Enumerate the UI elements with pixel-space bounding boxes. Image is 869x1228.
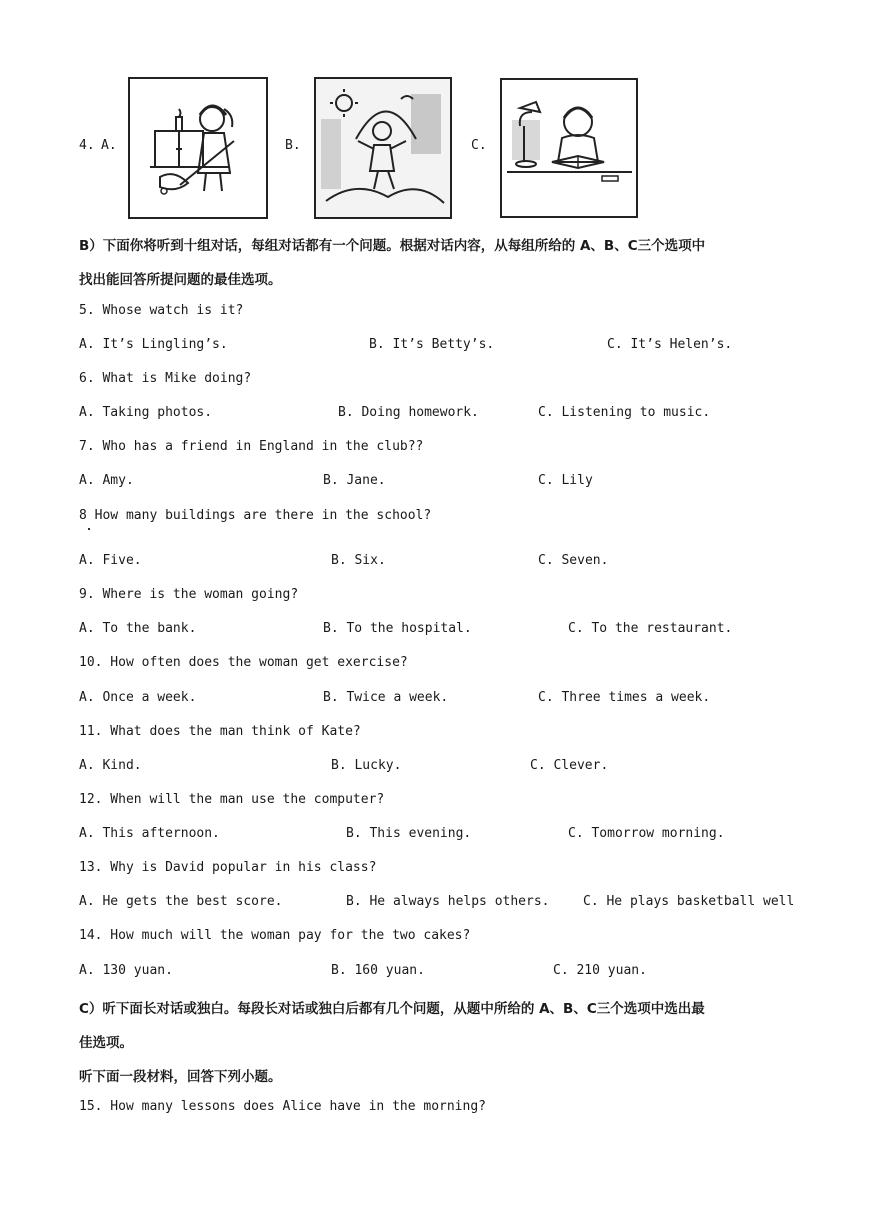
question-8-option-c: C. Seven.: [538, 553, 609, 568]
question-14: 14. How much will the woman pay for the two cakes?: [79, 928, 471, 943]
question-13-option-c: C. He plays basketball well: [583, 894, 795, 909]
boy-reading-book-picture: [500, 78, 638, 218]
girl-sweeping-floor-picture: [128, 77, 268, 219]
question-9-option-a: A. To the bank.: [79, 621, 197, 636]
question-5-option-c: C. It’s Helen’s.: [607, 337, 733, 352]
girl-jumping-rope-picture: [314, 77, 452, 219]
question-9-option-c: C. To the restaurant.: [568, 621, 733, 636]
question-11-option-c: C. Clever.: [530, 758, 609, 773]
question-9-option-b: B. To the hospital.: [323, 621, 472, 636]
question-12: 12. When will the man use the computer?: [79, 792, 385, 807]
question-9: 9. Where is the woman going?: [79, 587, 299, 602]
question-10: 10. How often does the woman get exercise?: [79, 655, 408, 670]
question-11: 11. What does the man think of Kate?: [79, 724, 361, 739]
question-14-option-b: B. 160 yuan.: [331, 963, 425, 978]
question-10-option-b: B. Twice a week.: [323, 690, 449, 705]
question-10-option-c: C. Three times a week.: [538, 690, 711, 705]
q4-option-c-label: C.: [471, 138, 487, 153]
question-8: 8 How many buildings are there in the school?: [79, 508, 432, 523]
question-13: 13. Why is David popular in his class?: [79, 860, 377, 875]
question-8-option-a: A. Five.: [79, 553, 142, 568]
question-6-option-a: A. Taking photos.: [79, 405, 213, 420]
question-7-option-b: B. Jane.: [323, 473, 386, 488]
question-6-option-b: B. Doing homework.: [338, 405, 479, 420]
question-12-option-c: C. Tomorrow morning.: [568, 826, 725, 841]
question-14-option-a: A. 130 yuan.: [79, 963, 173, 978]
question-11-option-a: A. Kind.: [79, 758, 142, 773]
question-12-option-b: B. This evening.: [346, 826, 472, 841]
question-6: 6. What is Mike doing?: [79, 371, 252, 386]
section-c-heading-line-1: C）听下面长对话或独白。每段长对话或独白后都有几个问题，从题中所给的 A、B、C三个选项中选出最: [79, 1001, 705, 1017]
question-7-option-a: A. Amy.: [79, 473, 134, 488]
question-5-option-a: A. It’s Lingling’s.: [79, 337, 228, 352]
question-5-option-b: B. It’s Betty’s.: [369, 337, 495, 352]
stray-dot: [88, 528, 90, 530]
question-14-option-c: C. 210 yuan.: [553, 963, 647, 978]
question-13-option-a: A. He gets the best score.: [79, 894, 283, 909]
section-b-heading-line-1: B）下面你将听到十组对话，每组对话都有一个问题。根据对话内容，从每组所给的 A、B、C三个选项中: [79, 238, 706, 254]
question-6-option-c: C. Listening to music.: [538, 405, 711, 420]
q4-option-b-label: B.: [285, 138, 301, 153]
question-11-option-b: B. Lucky.: [331, 758, 402, 773]
section-b-heading-line-2: 找出能回答所提问题的最佳选项。: [79, 272, 282, 288]
section-c-heading-line-2: 佳选项。: [79, 1035, 133, 1051]
question-10-option-a: A. Once a week.: [79, 690, 197, 705]
section-c-instruction: 听下面一段材料，回答下列小题。: [79, 1069, 282, 1085]
question-7-option-c: C. Lily: [538, 473, 593, 488]
question-7: 7. Who has a friend in England in the club??: [79, 439, 424, 454]
q4-option-a-label: A.: [101, 138, 117, 153]
question-15: 15. How many lessons does Alice have in the morning?: [79, 1099, 486, 1114]
question-5: 5. Whose watch is it?: [79, 303, 244, 318]
question-13-option-b: B. He always helps others.: [346, 894, 550, 909]
q4-number: 4.: [79, 138, 95, 153]
question-12-option-a: A. This afternoon.: [79, 826, 220, 841]
question-8-option-b: B. Six.: [331, 553, 386, 568]
